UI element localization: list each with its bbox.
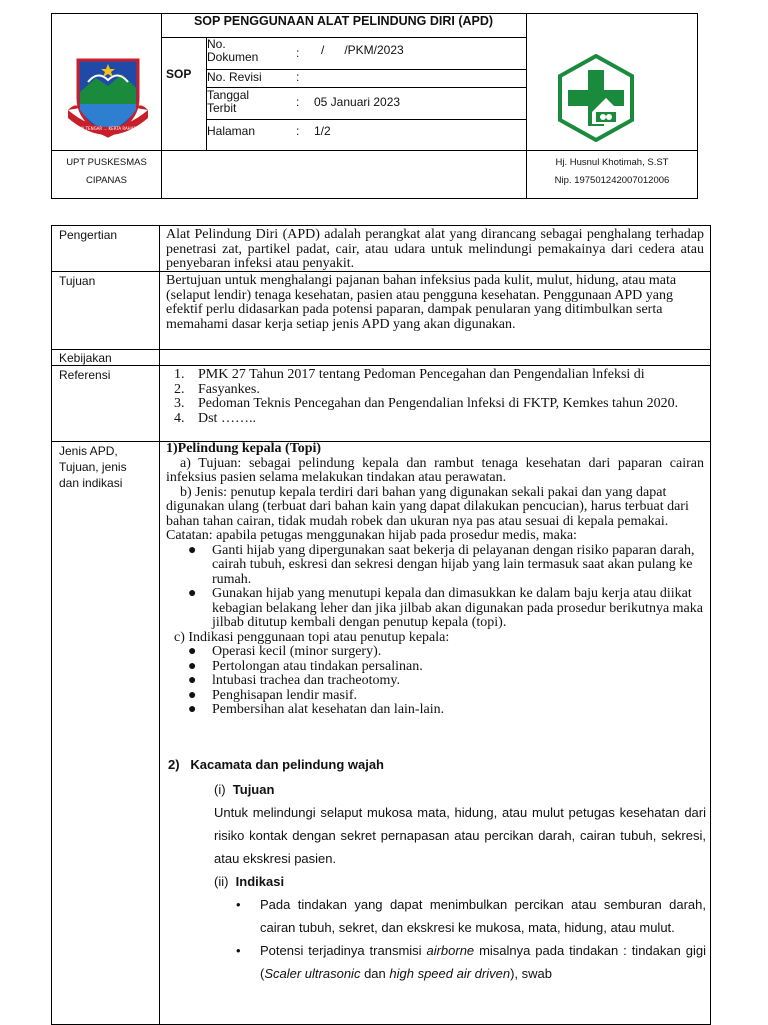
issue-date-label: Tanggal Terbit xyxy=(207,88,250,115)
indikasi-item: ● Operasi kecil (minor surgery). xyxy=(188,644,382,659)
kacamata-indikasi-heading: (ii) Indikasi xyxy=(214,874,285,889)
page-value: 1/2 xyxy=(314,124,331,138)
doc-number-label: No. Dokumen xyxy=(207,37,259,64)
svg-text:JAYA TENGAR ... KERTA RAHARJA: JAYA TENGAR ... KERTA RAHARJA xyxy=(75,126,141,131)
topi-catatan: Catatan: apabila petugas menggunakan hijab pada prosedur medis, maka: xyxy=(166,528,577,543)
kacamata-tujuan-text: Untuk melindungi selaput mukosa mata, hidung, atau mulut petugas kesehatan dari risiko kontak dengan sekret pernapasan atau percikan darah, cairan tubuh, sekresi, atau ekskresi pasien. xyxy=(214,805,706,866)
revision-label: No. Revisi xyxy=(207,70,262,84)
indikasi-item: ● Pertolongan atau tindakan persalinan. xyxy=(188,658,423,674)
pengertian-text: Alat Pelindung Diri (APD) adalah perangkat alat yang dirancang sebagai penghalang terhadap penetrasi zat, partikel padat, cair, atau udara untuk melindungi pemakainya dari cedera atau penyebaran infeksi atau penyakit. xyxy=(166,227,704,271)
kacamata-indikasi-item: • Potensi terjadinya transmisi airborne misalnya pada tindakan : tindakan gigi (Scaler ultrasonic dan high speed air driven), swab xyxy=(236,943,706,981)
sop-title: SOP PENGGUNAAN ALAT PELINDUNG DIRI (APD) xyxy=(193,14,494,28)
revision-colon: : xyxy=(296,70,300,84)
catatan-item: ● Ganti hijab yang dipergunakan saat bekerja di pelayanan dengan risiko paparan darah, cairah tubuh, eskresi dan sekresi dengan hijab yang lain termasuk saat akan pulang ke rumah. xyxy=(188,542,695,587)
sop-content-table xyxy=(51,225,711,1025)
topi-section xyxy=(166,442,704,718)
doc-number-value: / /PKM/2023 xyxy=(321,43,404,57)
page-colon: : xyxy=(296,124,300,138)
issue-date-colon: : xyxy=(296,95,300,109)
label-pengertian: Pengertian xyxy=(59,228,118,242)
label-tujuan: Tujuan xyxy=(59,274,96,288)
topi-indikasi: c) Indikasi penggunaan topi atau penutup kepala: xyxy=(174,629,450,645)
referensi-item: 3. Pedoman Teknis Pencegahan dan Pengendalian lnfeksi di FKTP, Kemkes tahun 2020. xyxy=(174,396,679,411)
topi-heading: 1)Pelindung kepala (Topi) xyxy=(166,441,322,456)
regency-emblem-icon xyxy=(66,52,150,142)
sop-header-table xyxy=(51,13,698,199)
puskesmas-logo-icon xyxy=(556,54,636,142)
indikasi-item: ● Penghisapan lendir masif. xyxy=(188,687,358,703)
page-label: Halaman xyxy=(207,124,256,138)
indikasi-item: ● Pembersihan alat kesehatan dan lain-lain. xyxy=(188,702,445,717)
label-jenis-apd: Jenis APD, Tujuan, jenis dan indikasi xyxy=(59,444,127,490)
kacamata-indikasi-list xyxy=(214,893,706,985)
signer-block: Hj. Husnul Khotimah, S.ST Nip. 197501242007012006 xyxy=(554,157,670,186)
tujuan-text: Bertujuan untuk menghalangi pajanan bahan infeksius pada kulit, mulut, hidung, atau mata (selaput lendir) tenaga kesehatan, pasien atau pengguna kesehatan. Penggunaan APD yang efektif perlu didasarkan pada potensi paparan, dampak penularan yang ditimbulkan serta memahami dasar kerja setiap jenis APD yang akan digunakan. xyxy=(166,273,677,332)
topi-tujuan: a) Tujuan: sebagai pelindung kepala dan rambut tenaga kesehatan dari paparan cairan infeksius pasien selama melakukan tindakan atau perawatan. xyxy=(166,455,704,485)
kacamata-heading: 2) Kacamata dan pelindung wajah xyxy=(168,757,384,772)
referensi-item: 4. Dst …….. xyxy=(174,410,256,426)
referensi-item: 1. PMK 27 Tahun 2017 tentang Pedoman Pencegahan dan Pengendalian lnfeksi di xyxy=(174,367,645,382)
catatan-list xyxy=(166,544,704,631)
kacamata-section xyxy=(166,756,706,985)
kacamata-indikasi-item: • Pada tindakan yang dapat menimbulkan percikan atau semburan darah, cairan tubuh, sekret, dan ekskresi ke mukosa, mata, hidung, atau mulut. xyxy=(236,897,706,935)
indikasi-list xyxy=(166,645,704,718)
referensi-list xyxy=(166,368,704,426)
catatan-item: ● Gunakan hijab yang menutupi kepala dan dimasukkan ke dalam baju kerja atau diikat kebagian belakang leher dan jika jilbab akan digunakan pada prosedur berikutnya maka jilbab ditutup kembali dengan penutup kepala (topi). xyxy=(188,586,703,630)
org-name: UPT PUSKESMAS CIPANAS xyxy=(66,157,147,186)
indikasi-item: ● lntubasi trachea dan tracheotomy. xyxy=(188,673,401,688)
label-referensi: Referensi xyxy=(59,368,111,382)
sop-label: SOP xyxy=(166,67,192,81)
topi-jenis: b) Jenis: penutup kepala terdiri dari bahan yang digunakan sekali pakai dan yang dapat digunakan ulang (terbuat dari bahan kain yang dapat dilakukan pencucian), harus terbuat dari bahan tahan cairan, tidak mudah robek dan ukuran nya pas atau sesuai di kepala pemakai. xyxy=(166,484,689,529)
doc-number-colon: : xyxy=(296,46,300,60)
label-kebijakan: Kebijakan xyxy=(59,351,112,365)
issue-date-value: 05 Januari 2023 xyxy=(314,95,401,109)
referensi-item: 2. Fasyankes. xyxy=(174,381,260,397)
kacamata-tujuan-heading: (i) Tujuan xyxy=(214,782,275,797)
